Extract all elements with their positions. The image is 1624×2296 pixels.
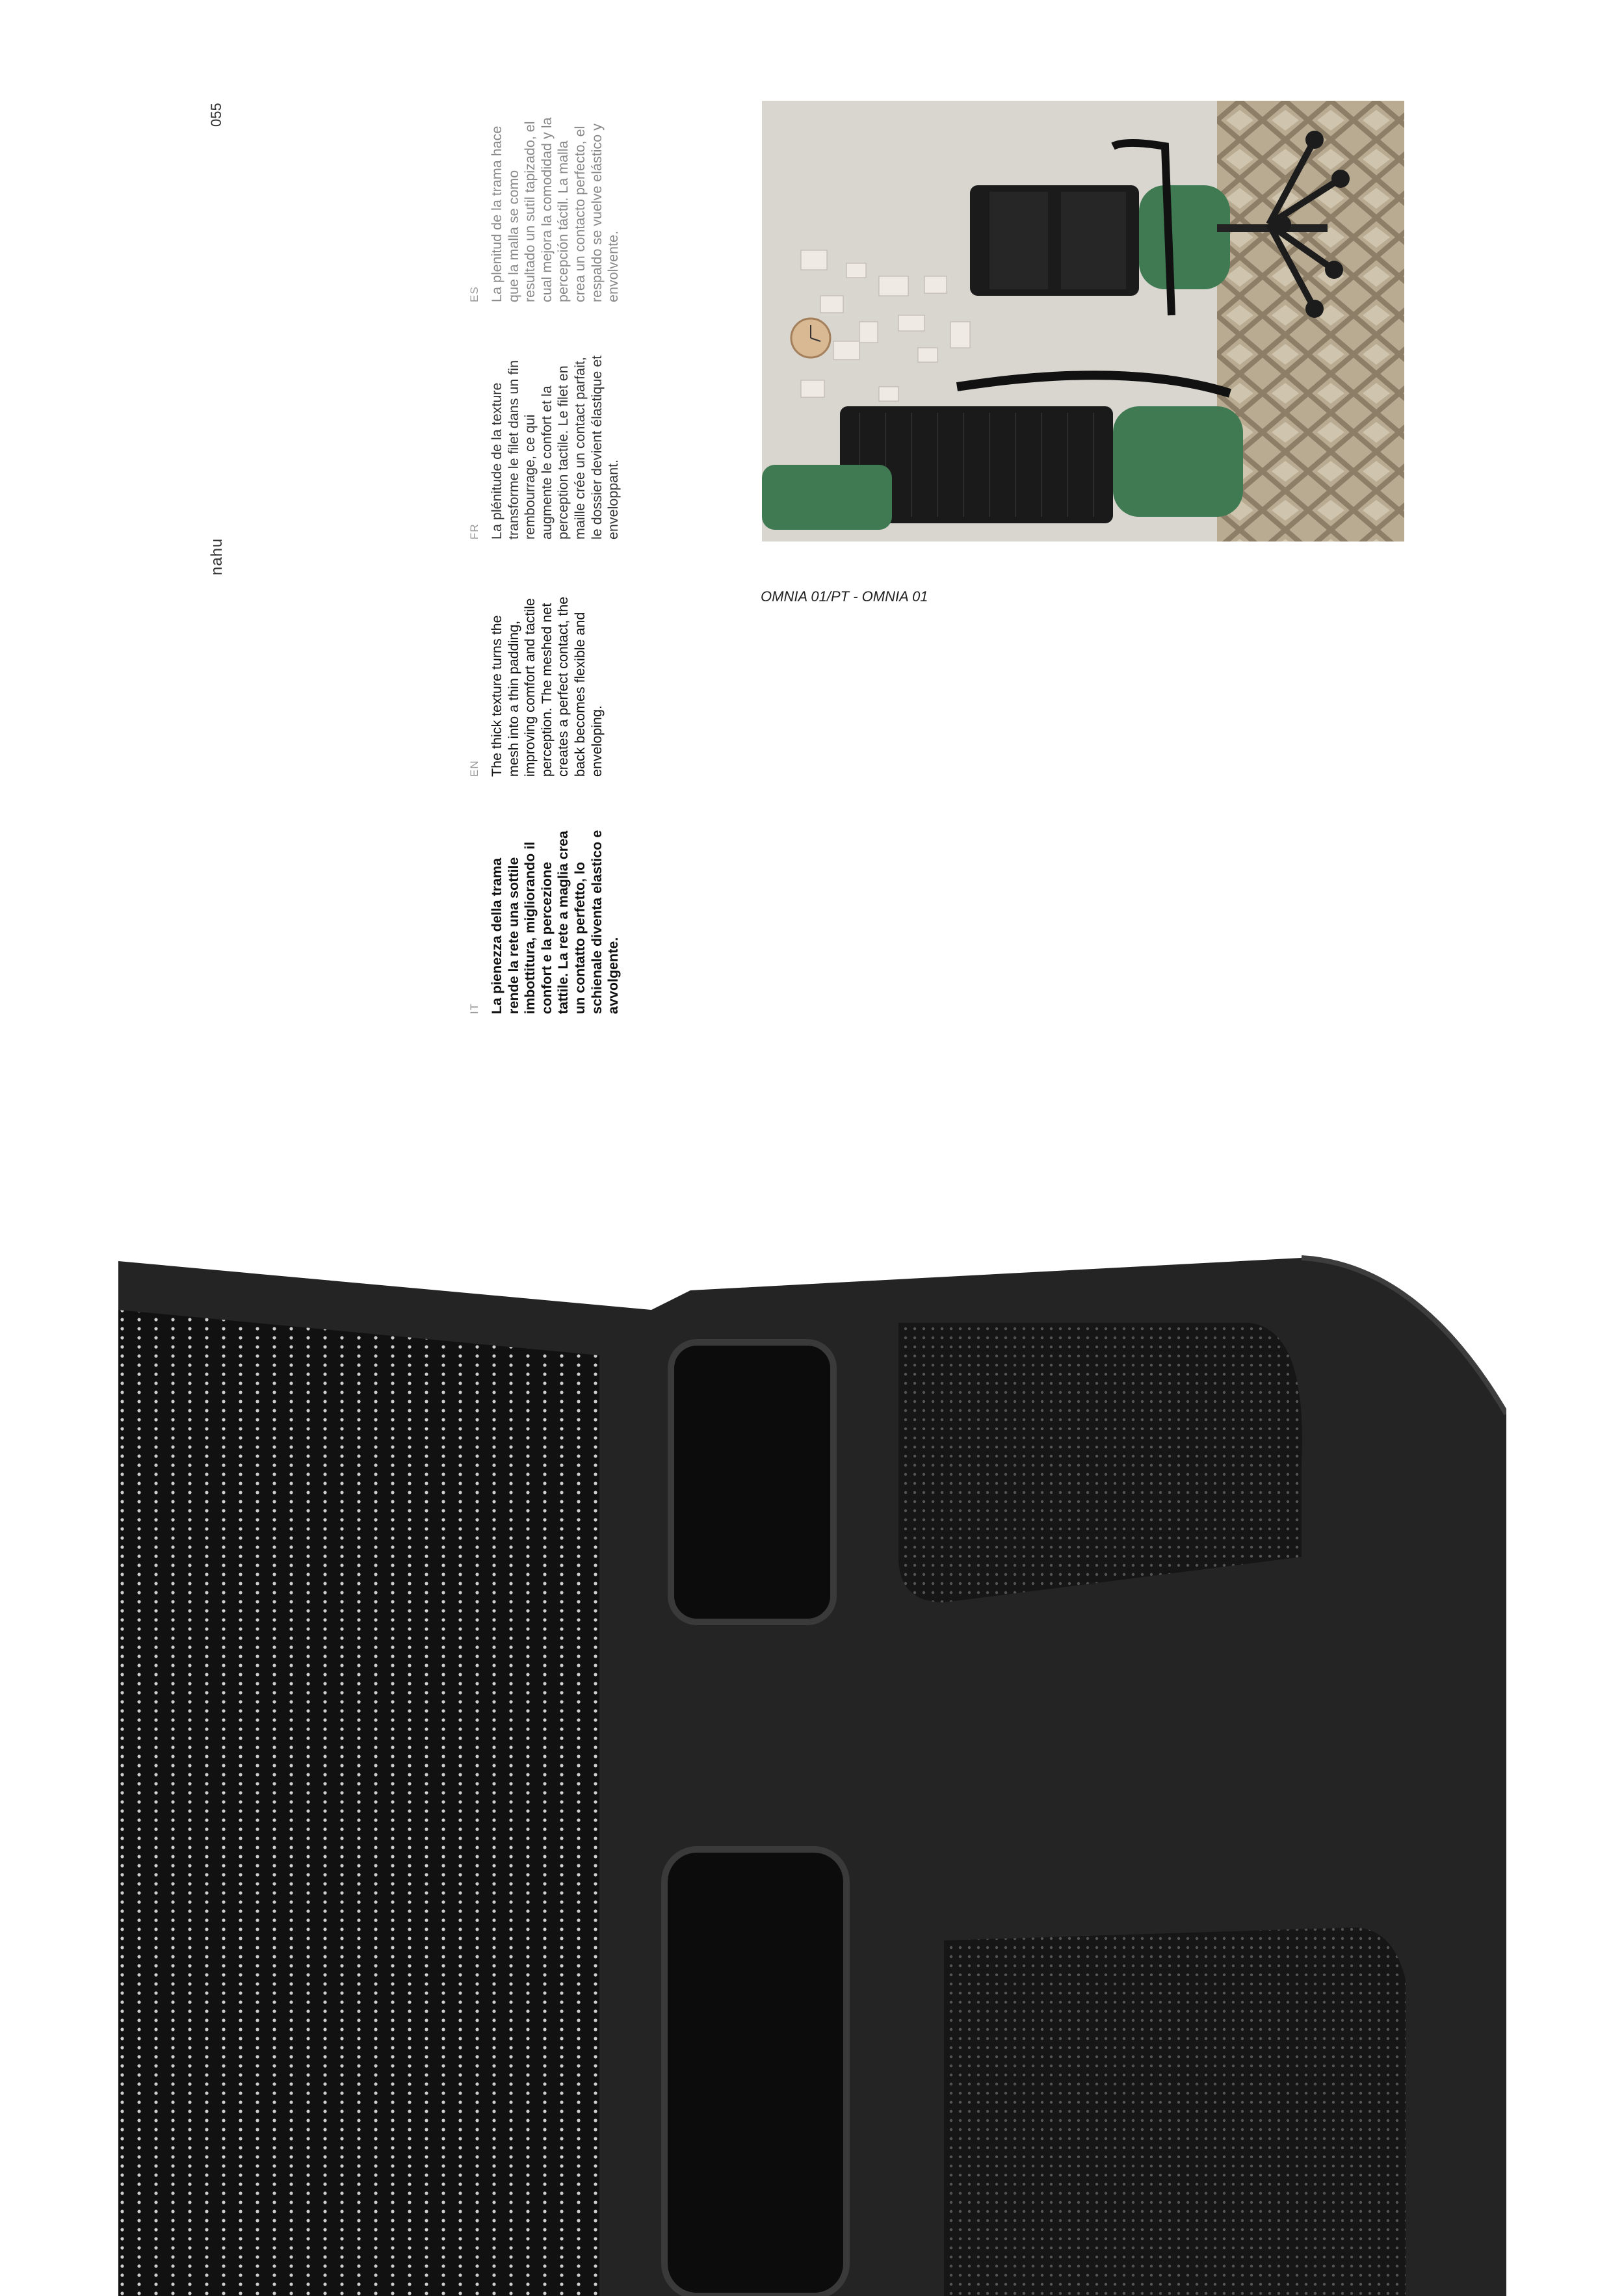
photo-caption: OMNIA 01/PT - OMNIA 01 [761, 588, 928, 605]
page-number: 055 [208, 103, 224, 127]
label-es: ES [468, 286, 480, 302]
label-fr: FR [468, 523, 480, 540]
text-es: La plenitud de la trama hace que la malla se como resultado un sutil tapizado, el cual mejora la comodidad y la percepción táctil. La malla crea un contacto perfecto, el respaldo se vuelve elástico y envolvente. [489, 117, 622, 302]
brand-name: nahu [208, 538, 226, 575]
text-en: The thick texture turns the mesh into a thin padding, improving comfort and tactile perception. The meshed net creates a perfect contact, the back becomes flexible and enveloping. [489, 596, 605, 777]
mesh-closeup-photo [118, 1251, 1506, 2296]
product-photo [762, 101, 1404, 541]
label-en: EN [468, 760, 480, 777]
text-it: La pienezza della trama rende la rete una sottile imbottitura, migliorando il confort e la percezione tattile. La rete a maglia crea un contatto perfetto, lo schienale diventa elastico e avvolgente. [489, 829, 622, 1014]
text-fr: La plénitude de la texture transforme le filet dans un fin rembourrage, ce qui augmente le confort et la perception tactile. Le filet en maille crée un contact parfait, le dossier devient élastique et enveloppant. [489, 355, 622, 540]
label-it: IT [468, 1002, 480, 1014]
